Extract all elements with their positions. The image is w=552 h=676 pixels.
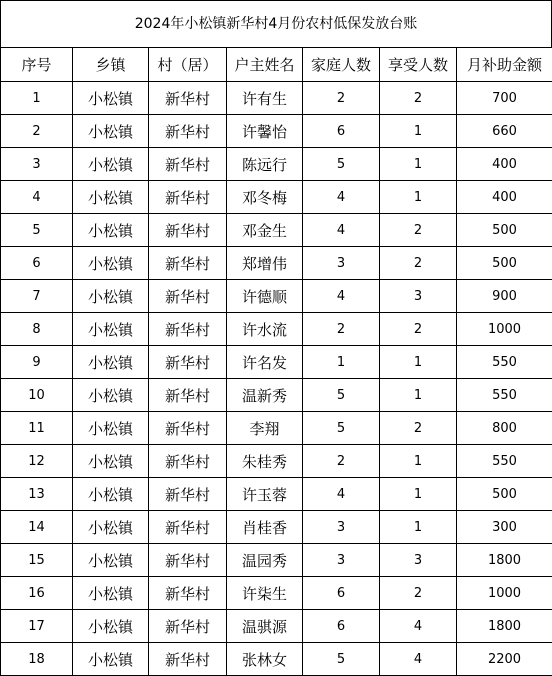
township-cell: 小松镇 — [73, 181, 149, 214]
monthly-subsidy-cell: 400 — [457, 181, 552, 214]
beneficiaries-cell: 1 — [380, 478, 457, 511]
table-row — [1, 247, 552, 280]
family-size-cell: 5 — [303, 379, 380, 412]
monthly-subsidy-cell: 900 — [457, 280, 552, 313]
monthly-subsidy-cell: 400 — [457, 148, 552, 181]
monthly-subsidy-cell: 660 — [457, 115, 552, 148]
township-cell: 小松镇 — [73, 544, 149, 577]
family-size-cell: 5 — [303, 643, 380, 676]
monthly-subsidy-cell: 550 — [457, 346, 552, 379]
beneficiaries-cell: 4 — [380, 643, 457, 676]
householder-cell: 许有生 — [227, 82, 303, 115]
beneficiaries-cell: 1 — [380, 379, 457, 412]
ledger-body — [1, 82, 552, 676]
village-cell: 新华村 — [149, 313, 227, 346]
serial-cell: 18 — [1, 643, 73, 676]
family-size-cell: 2 — [303, 313, 380, 346]
village-cell: 新华村 — [149, 445, 227, 478]
table-row — [1, 82, 552, 115]
householder-cell: 邓金生 — [227, 214, 303, 247]
family-size-cell: 6 — [303, 577, 380, 610]
serial-cell: 3 — [1, 148, 73, 181]
township-cell: 小松镇 — [73, 478, 149, 511]
family-size-cell: 4 — [303, 478, 380, 511]
householder-cell: 陈远行 — [227, 148, 303, 181]
family-size-cell: 3 — [303, 247, 380, 280]
beneficiaries-cell: 2 — [380, 82, 457, 115]
monthly-subsidy-cell: 300 — [457, 511, 552, 544]
header-township: 乡镇 — [73, 48, 149, 82]
village-cell: 新华村 — [149, 82, 227, 115]
householder-cell: 朱桂秀 — [227, 445, 303, 478]
family-size-cell: 6 — [303, 115, 380, 148]
township-cell: 小松镇 — [73, 643, 149, 676]
township-cell: 小松镇 — [73, 115, 149, 148]
table-row — [1, 478, 552, 511]
householder-cell: 李翔 — [227, 412, 303, 445]
serial-cell: 9 — [1, 346, 73, 379]
householder-cell: 肖桂香 — [227, 511, 303, 544]
village-cell: 新华村 — [149, 247, 227, 280]
village-cell: 新华村 — [149, 511, 227, 544]
header-beneficiaries: 享受人数 — [380, 48, 457, 82]
township-cell: 小松镇 — [73, 445, 149, 478]
header-householder: 户主姓名 — [227, 48, 303, 82]
householder-cell: 许柒生 — [227, 577, 303, 610]
township-cell: 小松镇 — [73, 148, 149, 181]
table-row — [1, 577, 552, 610]
header-village: 村（居） — [149, 48, 227, 82]
village-cell: 新华村 — [149, 544, 227, 577]
serial-cell: 10 — [1, 379, 73, 412]
householder-cell: 许水流 — [227, 313, 303, 346]
serial-cell: 16 — [1, 577, 73, 610]
monthly-subsidy-cell: 800 — [457, 412, 552, 445]
beneficiaries-cell: 1 — [380, 115, 457, 148]
township-cell: 小松镇 — [73, 313, 149, 346]
beneficiaries-cell: 1 — [380, 511, 457, 544]
householder-cell: 邓冬梅 — [227, 181, 303, 214]
township-cell: 小松镇 — [73, 511, 149, 544]
township-cell: 小松镇 — [73, 610, 149, 643]
village-cell: 新华村 — [149, 379, 227, 412]
serial-cell: 12 — [1, 445, 73, 478]
township-cell: 小松镇 — [73, 412, 149, 445]
beneficiaries-cell: 1 — [380, 148, 457, 181]
township-cell: 小松镇 — [73, 247, 149, 280]
table-row — [1, 181, 552, 214]
township-cell: 小松镇 — [73, 346, 149, 379]
township-cell: 小松镇 — [73, 379, 149, 412]
monthly-subsidy-cell: 1800 — [457, 544, 552, 577]
monthly-subsidy-cell: 2200 — [457, 643, 552, 676]
householder-cell: 许德顺 — [227, 280, 303, 313]
householder-cell: 郑增伟 — [227, 247, 303, 280]
village-cell: 新华村 — [149, 214, 227, 247]
beneficiaries-cell: 4 — [380, 610, 457, 643]
beneficiaries-cell: 2 — [380, 214, 457, 247]
householder-cell: 温新秀 — [227, 379, 303, 412]
header-monthly-subsidy: 月补助金额 — [457, 48, 552, 82]
serial-cell: 4 — [1, 181, 73, 214]
beneficiaries-cell: 1 — [380, 445, 457, 478]
township-cell: 小松镇 — [73, 280, 149, 313]
beneficiaries-cell: 3 — [380, 280, 457, 313]
householder-cell: 温园秀 — [227, 544, 303, 577]
serial-cell: 5 — [1, 214, 73, 247]
monthly-subsidy-cell: 500 — [457, 247, 552, 280]
beneficiaries-cell: 2 — [380, 313, 457, 346]
family-size-cell: 5 — [303, 148, 380, 181]
monthly-subsidy-cell: 1800 — [457, 610, 552, 643]
beneficiaries-cell: 2 — [380, 247, 457, 280]
family-size-cell: 3 — [303, 511, 380, 544]
table-row — [1, 313, 552, 346]
beneficiaries-cell: 2 — [380, 577, 457, 610]
village-cell: 新华村 — [149, 610, 227, 643]
table-row — [1, 643, 552, 676]
ledger-table — [0, 47, 552, 676]
monthly-subsidy-cell: 550 — [457, 379, 552, 412]
village-cell: 新华村 — [149, 643, 227, 676]
family-size-cell: 4 — [303, 181, 380, 214]
serial-cell: 15 — [1, 544, 73, 577]
beneficiaries-cell: 1 — [380, 346, 457, 379]
table-row — [1, 115, 552, 148]
monthly-subsidy-cell: 500 — [457, 478, 552, 511]
table-row — [1, 445, 552, 478]
family-size-cell: 4 — [303, 214, 380, 247]
village-cell: 新华村 — [149, 280, 227, 313]
sheet-title: 2024年小松镇新华村4月份农村低保发放台账 — [0, 0, 552, 47]
serial-cell: 7 — [1, 280, 73, 313]
beneficiaries-cell: 2 — [380, 412, 457, 445]
monthly-subsidy-cell: 500 — [457, 214, 552, 247]
beneficiaries-cell: 1 — [380, 181, 457, 214]
village-cell: 新华村 — [149, 346, 227, 379]
table-row — [1, 214, 552, 247]
table-row — [1, 346, 552, 379]
beneficiaries-cell: 3 — [380, 544, 457, 577]
table-row — [1, 379, 552, 412]
header-row — [1, 48, 552, 82]
monthly-subsidy-cell: 1000 — [457, 577, 552, 610]
table-row — [1, 511, 552, 544]
family-size-cell: 6 — [303, 610, 380, 643]
serial-cell: 6 — [1, 247, 73, 280]
township-cell: 小松镇 — [73, 82, 149, 115]
village-cell: 新华村 — [149, 577, 227, 610]
family-size-cell: 4 — [303, 280, 380, 313]
village-cell: 新华村 — [149, 181, 227, 214]
serial-cell: 11 — [1, 412, 73, 445]
header-serial: 序号 — [1, 48, 73, 82]
village-cell: 新华村 — [149, 412, 227, 445]
family-size-cell: 2 — [303, 82, 380, 115]
monthly-subsidy-cell: 700 — [457, 82, 552, 115]
householder-cell: 张林女 — [227, 643, 303, 676]
serial-cell: 14 — [1, 511, 73, 544]
family-size-cell: 5 — [303, 412, 380, 445]
township-cell: 小松镇 — [73, 214, 149, 247]
family-size-cell: 1 — [303, 346, 380, 379]
serial-cell: 13 — [1, 478, 73, 511]
householder-cell: 温骐源 — [227, 610, 303, 643]
householder-cell: 许玉蓉 — [227, 478, 303, 511]
serial-cell: 17 — [1, 610, 73, 643]
table-row — [1, 280, 552, 313]
family-size-cell: 2 — [303, 445, 380, 478]
serial-cell: 2 — [1, 115, 73, 148]
village-cell: 新华村 — [149, 148, 227, 181]
householder-cell: 许名发 — [227, 346, 303, 379]
village-cell: 新华村 — [149, 478, 227, 511]
township-cell: 小松镇 — [73, 577, 149, 610]
header-family-size: 家庭人数 — [303, 48, 380, 82]
monthly-subsidy-cell: 550 — [457, 445, 552, 478]
monthly-subsidy-cell: 1000 — [457, 313, 552, 346]
table-row — [1, 544, 552, 577]
table-row — [1, 148, 552, 181]
householder-cell: 许馨怡 — [227, 115, 303, 148]
serial-cell: 8 — [1, 313, 73, 346]
serial-cell: 1 — [1, 82, 73, 115]
table-row — [1, 412, 552, 445]
village-cell: 新华村 — [149, 115, 227, 148]
family-size-cell: 3 — [303, 544, 380, 577]
table-row — [1, 610, 552, 643]
